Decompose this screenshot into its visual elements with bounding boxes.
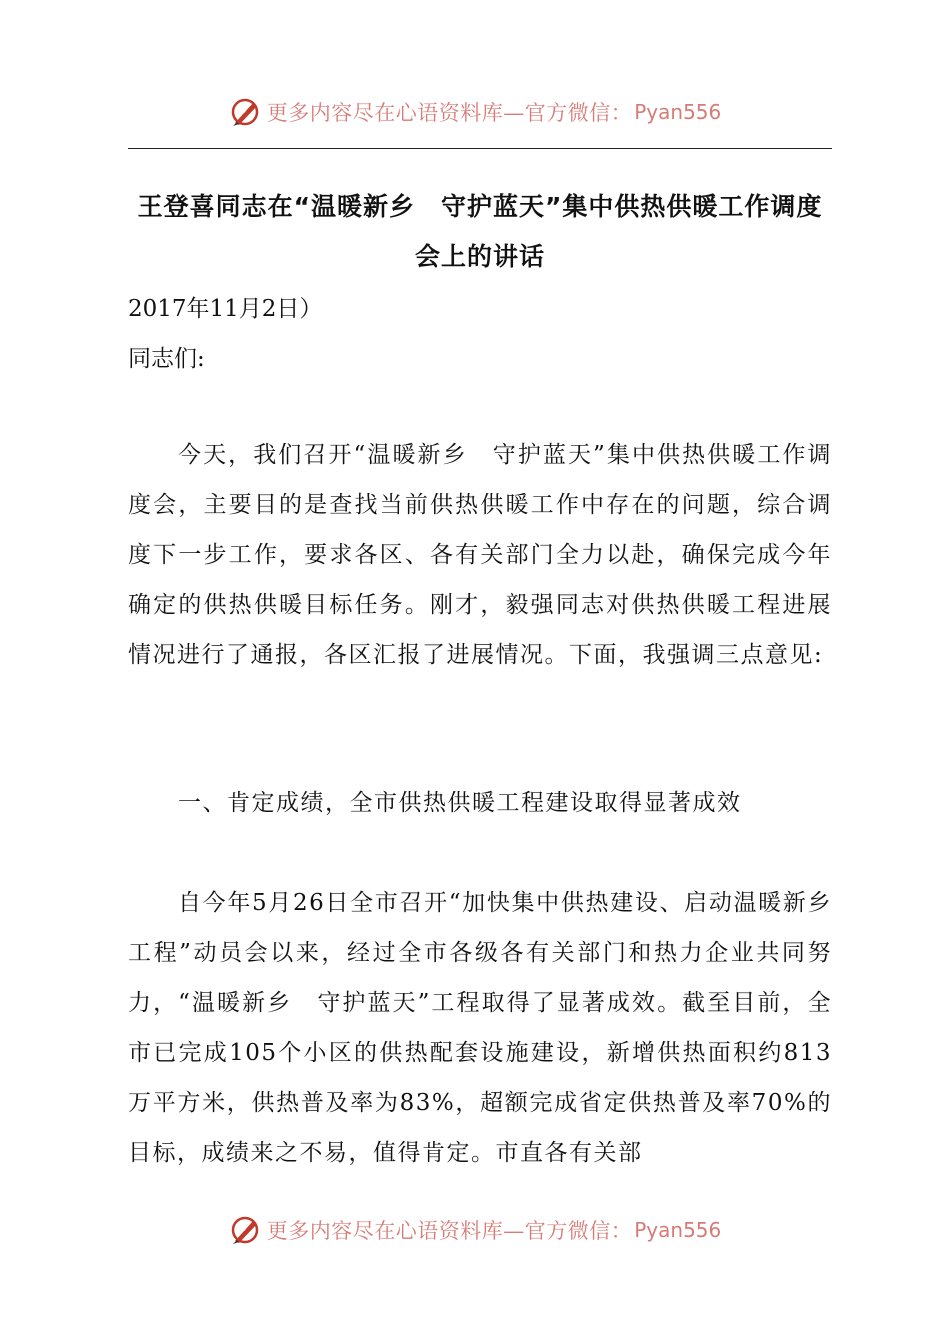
watermark-wechat-id: Pyan556 xyxy=(634,1218,722,1242)
watermark-banner-bottom xyxy=(0,1210,950,1250)
salutation: 同志们: xyxy=(128,346,205,372)
watermark-banner-top xyxy=(0,92,950,132)
watermark-text: 更多内容尽在心语资料库—官方微信： xyxy=(266,101,633,125)
watermark-text: 更多内容尽在心语资料库—官方微信： xyxy=(266,1219,633,1243)
title-line-1: 王登喜同志在“温暖新乡 守护蓝天”集中供热供暖工作调度 xyxy=(137,192,823,221)
paragraph-intro: 今天，我们召开“温暖新乡 守护蓝天”集中供热供暖工作调度会，主要目的是查找当前供热供暖工作中存在的问题，综合调度下一步工作，要求各区、各有关部门全力以赴，确保完成今年确定的供热供暖目标任务。刚才，毅强同志对供热供暖工程进展情况进行了通报，各区汇报了进展情况。下面，我强调三点意见: xyxy=(128,442,832,668)
section-heading-1: 一、肯定成绩，全市供热供暖工程建设取得显著成效 xyxy=(178,790,742,816)
title-line-2: 会上的讲话 xyxy=(414,242,545,271)
pen-logo-icon xyxy=(229,95,263,129)
paragraph-achievements: 自今年5月26日全市召开“加快集中供热建设、启动温暖新乡工程”动员会以来，经过全市各级各有关部门和热力企业共同努力，“温暖新乡 守护蓝天”工程取得了显著成效。截至目前，全市已完成105个小区的供热配套设施建设，新增供热面积约813万平方米，供热普及率为83%，超额完成省定供热普及率70%的目标，成绩来之不易，值得肯定。市直各有关部 xyxy=(128,890,832,1166)
document-title xyxy=(128,182,832,282)
header-rule xyxy=(128,148,832,149)
pen-logo-icon xyxy=(229,1213,263,1247)
watermark-wechat-id: Pyan556 xyxy=(634,100,722,124)
document-date: 2017年11月2日） xyxy=(128,296,323,322)
